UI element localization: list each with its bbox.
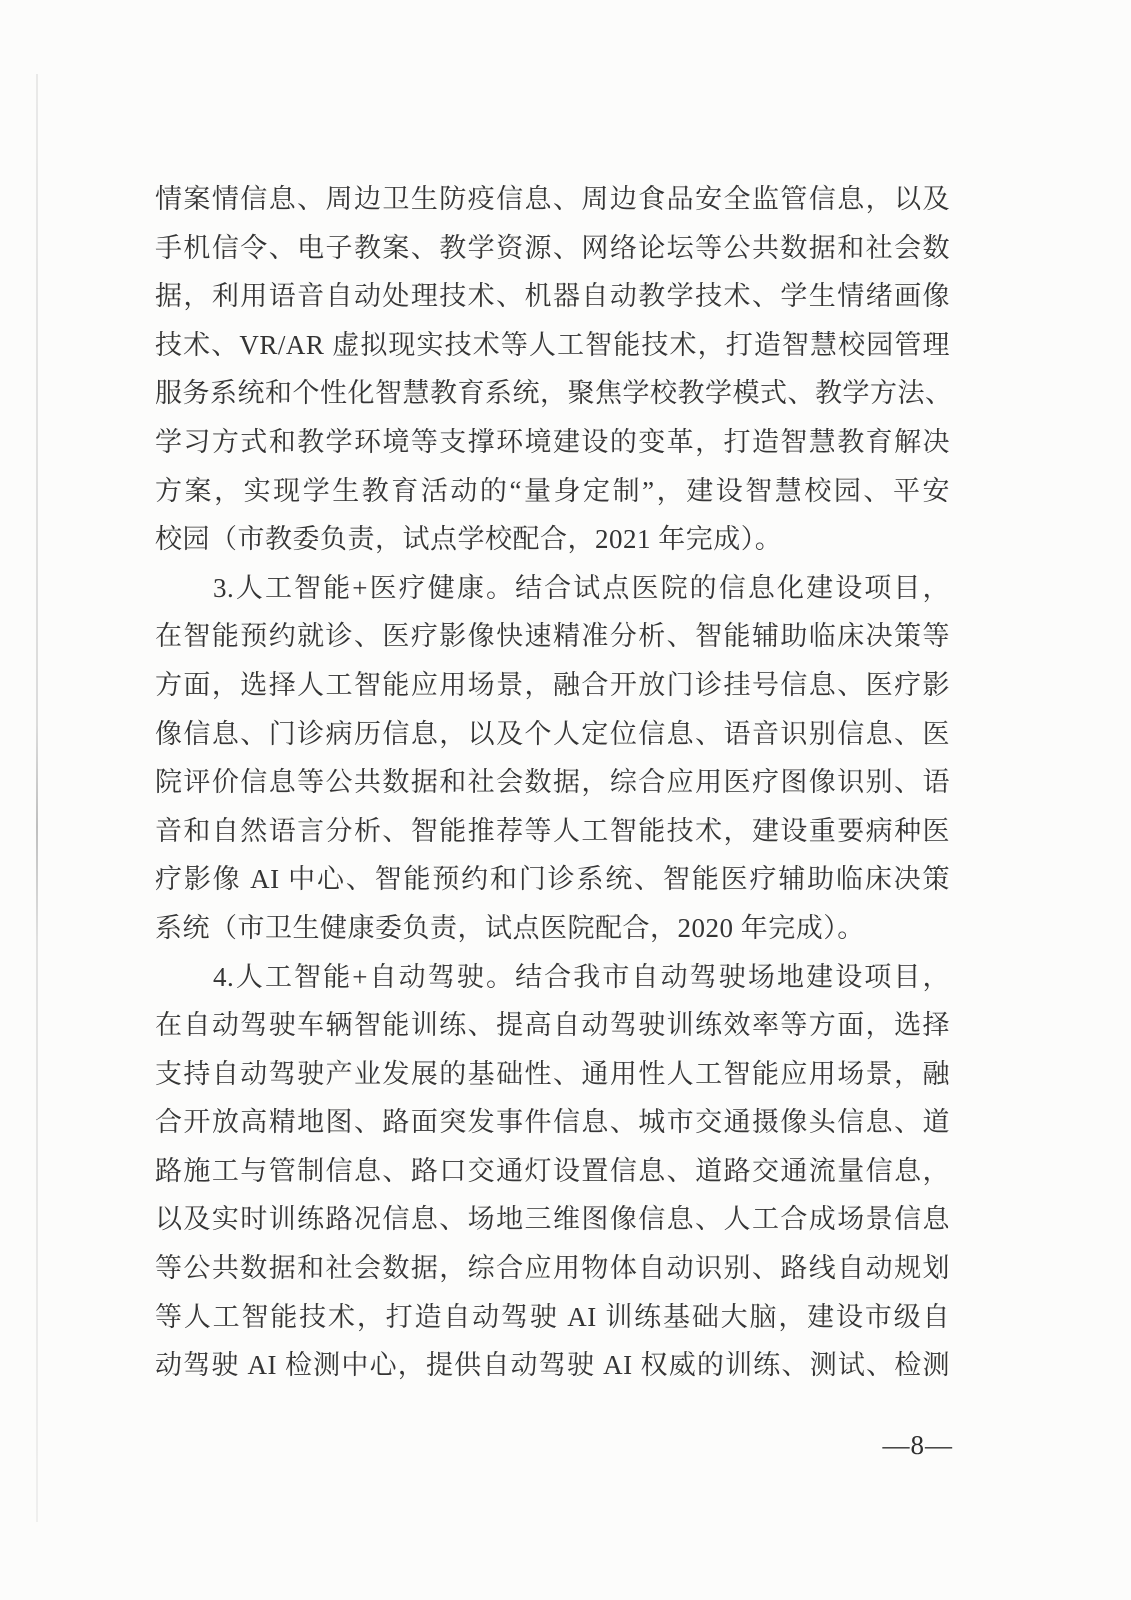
text-line: 动驾驶 AI 检测中心，提供自动驾驶 AI 权威的训练、测试、检测	[155, 1350, 950, 1381]
text-line: 服务系统和个性化智慧教育系统，聚焦学校教学模式、教学方法、	[155, 378, 953, 409]
text-line: 手机信令、电子教案、教学资源、网络论坛等公共数据和社会数	[155, 232, 950, 263]
text-line: 等公共数据和社会数据，综合应用物体自动识别、路线自动规划	[155, 1253, 950, 1284]
text-line: 音和自然语言分析、智能推荐等人工智能技术，建设重要病种医	[155, 815, 950, 846]
text-line: 合开放高精地图、路面突发事件信息、城市交通摄像头信息、道	[155, 1107, 950, 1138]
text-line-paragraph-end: 系统（市卫生健康委负责，试点医院配合，2020 年完成）。	[155, 912, 865, 943]
text-line: 据，利用语音自动处理技术、机器自动教学技术、学生情绪画像	[155, 281, 950, 312]
text-column	[155, 175, 953, 1390]
text-line: 以及实时训练路况信息、场地三维图像信息、人工合成场景信息	[155, 1204, 950, 1235]
text-line: 等人工智能技术，打造自动驾驶 AI 训练基础大脑，建设市级自	[155, 1301, 950, 1332]
text-line: 疗影像 AI 中心、智能预约和门诊系统、智能医疗辅助临床决策	[155, 864, 950, 895]
text-line: 方面，选择人工智能应用场景，融合开放门诊挂号信息、医疗影	[155, 669, 950, 700]
text-line: 方案，实现学生教育活动的“量身定制”，建设智慧校园、平安	[155, 475, 950, 506]
text-line-paragraph-start: 3.人工智能+医疗健康。结合试点医院的信息化建设项目，	[213, 572, 950, 603]
text-line: 在自动驾驶车辆智能训练、提高自动驾驶训练效率等方面，选择	[155, 1010, 950, 1041]
text-line-paragraph-start: 4.人工智能+自动驾驶。结合我市自动驾驶场地建设项目，	[213, 961, 950, 992]
text-line: 院评价信息等公共数据和社会数据，综合应用医疗图像识别、语	[155, 767, 950, 798]
text-line: 技术、VR/AR 虚拟现实技术等人工智能技术，打造智慧校园管理	[155, 329, 950, 360]
text-line-paragraph-end: 校园（市教委负责，试点学校配合，2021 年完成）。	[155, 524, 783, 555]
scan-edge-line	[36, 74, 38, 1522]
text-line: 路施工与管制信息、路口交通灯设置信息、道路交通流量信息，	[155, 1155, 950, 1186]
text-line: 情案情信息、周边卫生防疫信息、周边食品安全监管信息，以及	[155, 184, 950, 214]
text-line: 学习方式和教学环境等支撑环境建设的变革，打造智慧教育解决	[155, 426, 950, 457]
page-number: —8—	[882, 1430, 953, 1460]
text-line: 像信息、门诊病历信息，以及个人定位信息、语音识别信息、医	[155, 718, 950, 749]
text-line: 支持自动驾驶产业发展的基础性、通用性人工智能应用场景，融	[155, 1058, 950, 1089]
text-line: 在智能预约就诊、医疗影像快速精准分析、智能辅助临床决策等	[155, 621, 950, 652]
